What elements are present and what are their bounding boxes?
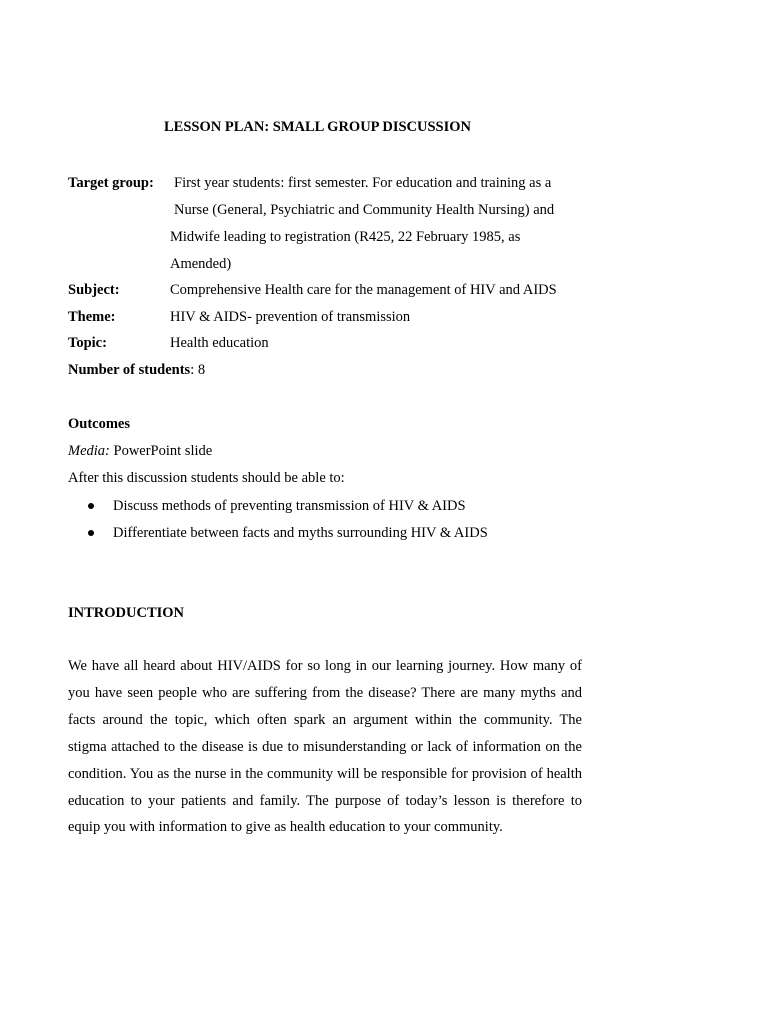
outcomes-intro: After this discussion students should be able to: [68,470,345,486]
introduction-paragraph: We have all heard about HIV/AIDS for so long in our learning journey. How many of you have seen people who are suffering from the disease? There are many myths and facts around the topic, which often spark an argument within the community. The stigma attached to the disease is due to misunderstanding or lack of information on the condition. You as the nurse in the community will be responsible for provision of health education to your patients and family. The purpose of today’s lesson is therefore to equip you with information to give as health education to your community. [68,658,582,836]
students-label: Number of students [68,362,191,378]
target-group-line-3: Midwife leading to registration (R425, 22 February 1985, as [170,229,521,245]
target-group-line-1: First year students: first semester. For education and training as a [174,175,552,191]
number-of-students [68,362,205,379]
page-title: LESSON PLAN: SMALL GROUP DISCUSSION [164,119,471,135]
subject-label: Subject: [68,282,120,298]
target-group-line-2: Nurse (General, Psychiatric and Community Health Nursing) and [174,202,555,218]
outcome-item-1: Discuss methods of preventing transmission of HIV & AIDS [113,498,466,514]
introduction-heading: INTRODUCTION [68,605,185,621]
outcomes-heading: Outcomes [68,416,131,432]
target-group-line-4: Amended) [170,256,232,272]
theme-label: Theme: [68,309,116,325]
subject-value: Comprehensive Health care for the management of HIV and AIDS [170,282,557,298]
media-line [68,443,212,460]
students-value: : 8 [190,362,206,378]
topic-label: Topic: [68,335,107,351]
outcome-item-2: Differentiate between facts and myths surrounding HIV & AIDS [113,525,488,541]
target-group-label: Target group: [68,175,154,191]
media-value: PowerPoint slide [109,443,213,459]
topic-value: Health education [170,335,269,351]
theme-value: HIV & AIDS- prevention of transmission [170,309,411,325]
bullet-dot-icon [88,503,94,509]
media-label: Media: [68,443,110,459]
bullet-dot-icon [88,530,94,536]
